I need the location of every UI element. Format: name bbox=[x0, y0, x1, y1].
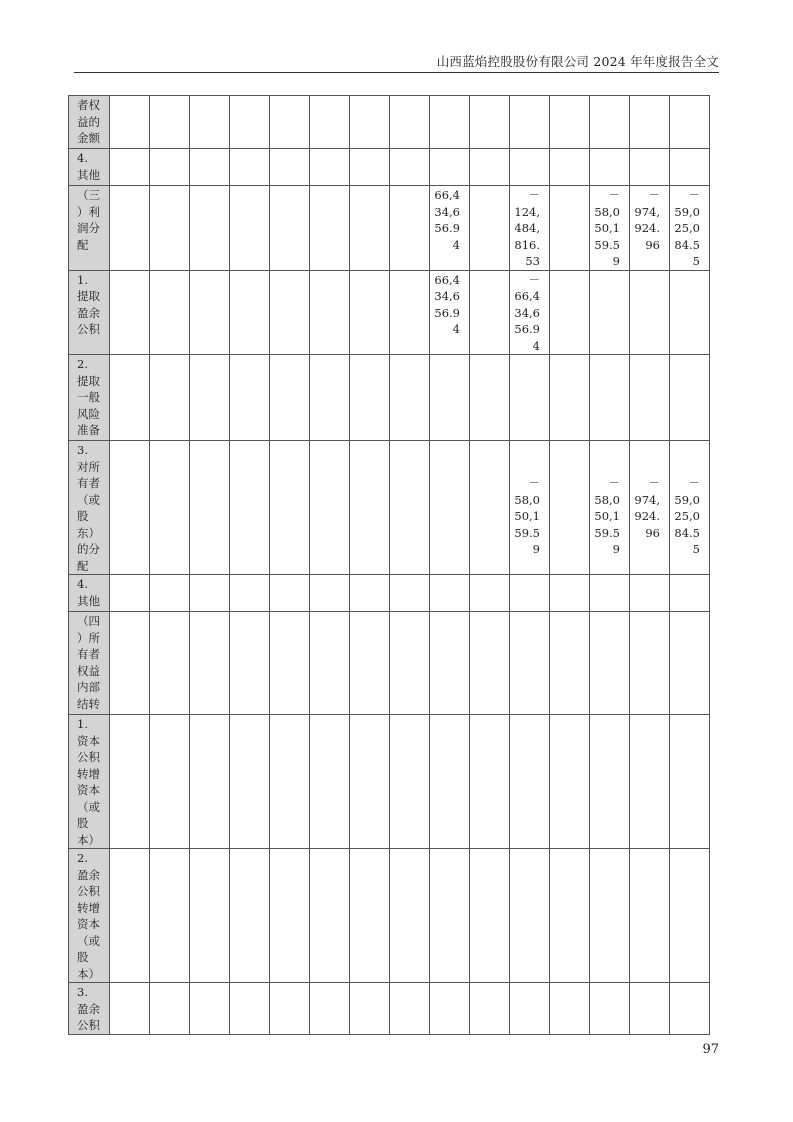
table-body bbox=[69, 96, 710, 1035]
table-cell bbox=[310, 849, 350, 983]
table-row bbox=[69, 575, 710, 612]
table-cell bbox=[630, 575, 670, 612]
header-rule bbox=[74, 72, 719, 73]
table-cell bbox=[270, 186, 310, 271]
table-cell bbox=[630, 270, 670, 355]
table-cell bbox=[630, 355, 670, 441]
table-cell bbox=[510, 612, 550, 715]
table-cell bbox=[670, 355, 710, 441]
table-cell bbox=[430, 575, 470, 612]
table-cell bbox=[590, 96, 630, 149]
table-row bbox=[69, 355, 710, 441]
table-cell bbox=[110, 612, 150, 715]
table-cell bbox=[270, 575, 310, 612]
table-cell bbox=[270, 270, 310, 355]
table-cell bbox=[230, 983, 270, 1035]
table-cell bbox=[470, 96, 510, 149]
table-cell bbox=[510, 575, 550, 612]
table-cell bbox=[550, 96, 590, 149]
table-cell bbox=[150, 270, 190, 355]
table-row bbox=[69, 149, 710, 186]
table-cell bbox=[110, 270, 150, 355]
table-cell bbox=[390, 355, 430, 441]
table-cell bbox=[310, 441, 350, 575]
table-cell bbox=[310, 270, 350, 355]
table-cell bbox=[390, 149, 430, 186]
table-cell: － 974, 924. 96 bbox=[630, 186, 670, 271]
table-row bbox=[69, 715, 710, 849]
row-label: 者权 益的 金额 bbox=[69, 96, 110, 149]
table-cell bbox=[310, 149, 350, 186]
table-cell bbox=[670, 715, 710, 849]
table-cell bbox=[510, 849, 550, 983]
table-cell bbox=[150, 149, 190, 186]
table-cell bbox=[470, 149, 510, 186]
table-cell bbox=[350, 575, 390, 612]
table-cell bbox=[270, 715, 310, 849]
table-cell bbox=[230, 849, 270, 983]
table-cell bbox=[630, 96, 670, 149]
page-header-title: 山西蓝焰控股股份有限公司 2024 年年度报告全文 bbox=[436, 54, 719, 69]
table-cell bbox=[270, 612, 310, 715]
table-cell bbox=[190, 849, 230, 983]
table-cell bbox=[310, 715, 350, 849]
row-label: 2. 盈余 公积 转增 资本 （或 股 本） bbox=[69, 849, 110, 983]
table-cell bbox=[230, 186, 270, 271]
table-cell bbox=[190, 575, 230, 612]
table-cell bbox=[150, 612, 190, 715]
table-cell: － 58,0 50,1 59.5 9 bbox=[510, 441, 550, 575]
table-cell bbox=[350, 715, 390, 849]
table-cell bbox=[310, 355, 350, 441]
table-cell bbox=[270, 355, 310, 441]
table-cell bbox=[550, 270, 590, 355]
table-cell bbox=[470, 355, 510, 441]
table-cell bbox=[310, 96, 350, 149]
table-cell bbox=[350, 149, 390, 186]
table-cell bbox=[510, 96, 550, 149]
table-cell bbox=[390, 575, 430, 612]
table-cell bbox=[190, 270, 230, 355]
table-cell bbox=[510, 983, 550, 1035]
table-cell bbox=[470, 983, 510, 1035]
table-cell: 66,4 34,6 56.9 4 bbox=[430, 270, 470, 355]
row-label: 4. 其他 bbox=[69, 575, 110, 612]
table-cell bbox=[390, 849, 430, 983]
table-cell bbox=[550, 575, 590, 612]
table-cell: － 66,4 34,6 56.9 4 bbox=[510, 270, 550, 355]
table-cell bbox=[630, 612, 670, 715]
table-cell bbox=[350, 849, 390, 983]
table-cell bbox=[550, 983, 590, 1035]
table-cell bbox=[590, 270, 630, 355]
table-cell bbox=[670, 149, 710, 186]
table-cell bbox=[310, 575, 350, 612]
table-cell bbox=[230, 149, 270, 186]
table-cell bbox=[590, 983, 630, 1035]
table-cell bbox=[350, 441, 390, 575]
table-cell bbox=[550, 186, 590, 271]
table-cell bbox=[390, 441, 430, 575]
table-cell bbox=[270, 441, 310, 575]
table-cell bbox=[350, 612, 390, 715]
table-cell bbox=[230, 355, 270, 441]
table-cell bbox=[670, 270, 710, 355]
table-cell bbox=[510, 149, 550, 186]
table-cell bbox=[150, 983, 190, 1035]
table-cell bbox=[430, 715, 470, 849]
row-label: （四 ）所 有者 权益 内部 结转 bbox=[69, 612, 110, 715]
table-cell bbox=[150, 849, 190, 983]
table-cell: － 59,0 25,0 84.5 5 bbox=[670, 441, 710, 575]
table-cell bbox=[350, 270, 390, 355]
table-cell bbox=[110, 355, 150, 441]
table-cell: － 974, 924. 96 bbox=[630, 441, 670, 575]
table-cell bbox=[430, 441, 470, 575]
table-cell bbox=[470, 849, 510, 983]
table-cell bbox=[110, 849, 150, 983]
table-cell bbox=[190, 96, 230, 149]
table-cell bbox=[430, 355, 470, 441]
table-cell bbox=[230, 715, 270, 849]
table-cell bbox=[110, 983, 150, 1035]
table-cell bbox=[150, 186, 190, 271]
table-cell: － 59,0 25,0 84.5 5 bbox=[670, 186, 710, 271]
equity-changes-table bbox=[68, 95, 710, 1035]
table-cell bbox=[350, 983, 390, 1035]
table-cell bbox=[590, 612, 630, 715]
table-cell bbox=[590, 849, 630, 983]
table-cell bbox=[430, 983, 470, 1035]
table-cell bbox=[230, 612, 270, 715]
table-cell bbox=[630, 983, 670, 1035]
table-cell bbox=[190, 715, 230, 849]
table-cell bbox=[670, 983, 710, 1035]
table-cell bbox=[110, 149, 150, 186]
page-number: 97 bbox=[702, 1042, 719, 1057]
table-cell bbox=[390, 186, 430, 271]
table-cell bbox=[550, 149, 590, 186]
table-cell bbox=[430, 849, 470, 983]
row-label: 1. 资本 公积 转增 资本 （或 股 本） bbox=[69, 715, 110, 849]
table-cell bbox=[590, 355, 630, 441]
table-cell bbox=[110, 441, 150, 575]
table-cell bbox=[430, 96, 470, 149]
table-cell bbox=[670, 575, 710, 612]
table-cell bbox=[110, 715, 150, 849]
table-row bbox=[69, 96, 710, 149]
table-cell bbox=[390, 715, 430, 849]
table-cell bbox=[390, 270, 430, 355]
table-row bbox=[69, 186, 710, 271]
table-cell bbox=[150, 355, 190, 441]
table-cell: － 58,0 50,1 59.5 9 bbox=[590, 441, 630, 575]
table-cell bbox=[470, 186, 510, 271]
table-cell bbox=[310, 186, 350, 271]
table-cell bbox=[150, 575, 190, 612]
table-row bbox=[69, 441, 710, 575]
table-cell bbox=[550, 849, 590, 983]
row-label: 2. 提取 一般 风险 准备 bbox=[69, 355, 110, 441]
table-cell bbox=[510, 355, 550, 441]
table-cell bbox=[470, 441, 510, 575]
table-cell bbox=[230, 96, 270, 149]
table-cell bbox=[670, 849, 710, 983]
table-cell bbox=[670, 612, 710, 715]
table-cell bbox=[590, 149, 630, 186]
table-cell bbox=[310, 983, 350, 1035]
table-cell bbox=[630, 849, 670, 983]
table-cell bbox=[190, 355, 230, 441]
table-cell bbox=[190, 441, 230, 575]
table-cell bbox=[390, 612, 430, 715]
table-row bbox=[69, 612, 710, 715]
table-cell bbox=[110, 96, 150, 149]
table-cell bbox=[150, 441, 190, 575]
table-cell bbox=[350, 96, 390, 149]
table-cell bbox=[630, 149, 670, 186]
table-cell bbox=[430, 149, 470, 186]
table-cell bbox=[470, 715, 510, 849]
table-cell bbox=[190, 149, 230, 186]
table-cell bbox=[390, 96, 430, 149]
table-cell bbox=[550, 612, 590, 715]
table-cell bbox=[110, 575, 150, 612]
table-cell: 66,4 34,6 56.9 4 bbox=[430, 186, 470, 271]
table-cell bbox=[270, 983, 310, 1035]
table-cell bbox=[550, 715, 590, 849]
row-label: 3. 盈余 公积 bbox=[69, 983, 110, 1035]
table-cell bbox=[630, 715, 670, 849]
table-cell bbox=[510, 715, 550, 849]
table-cell bbox=[590, 575, 630, 612]
table-cell bbox=[270, 149, 310, 186]
row-label: （三 ）利 润分 配 bbox=[69, 186, 110, 271]
table-cell bbox=[230, 270, 270, 355]
table-cell bbox=[670, 96, 710, 149]
table-cell bbox=[190, 186, 230, 271]
table-cell bbox=[230, 441, 270, 575]
table-cell bbox=[150, 96, 190, 149]
table-cell bbox=[270, 96, 310, 149]
table-cell bbox=[550, 355, 590, 441]
table-cell bbox=[270, 849, 310, 983]
table-cell bbox=[310, 612, 350, 715]
table-cell bbox=[230, 575, 270, 612]
row-label: 1. 提取 盈余 公积 bbox=[69, 270, 110, 355]
table-cell bbox=[470, 270, 510, 355]
table-cell: － 58,0 50,1 59.5 9 bbox=[590, 186, 630, 271]
table-cell bbox=[190, 983, 230, 1035]
table-cell bbox=[550, 441, 590, 575]
table-cell bbox=[190, 612, 230, 715]
table-cell bbox=[470, 612, 510, 715]
table-cell bbox=[470, 575, 510, 612]
table-cell bbox=[350, 355, 390, 441]
table-cell bbox=[150, 715, 190, 849]
row-label: 4. 其他 bbox=[69, 149, 110, 186]
table-cell bbox=[110, 186, 150, 271]
table-cell bbox=[590, 715, 630, 849]
table-cell: － 124, 484, 816. 53 bbox=[510, 186, 550, 271]
table-cell bbox=[350, 186, 390, 271]
table-cell bbox=[390, 983, 430, 1035]
table-row bbox=[69, 983, 710, 1035]
table-cell bbox=[430, 612, 470, 715]
table-row bbox=[69, 849, 710, 983]
table-row bbox=[69, 270, 710, 355]
row-label: 3. 对所 有者 （或 股 东） 的分 配 bbox=[69, 441, 110, 575]
